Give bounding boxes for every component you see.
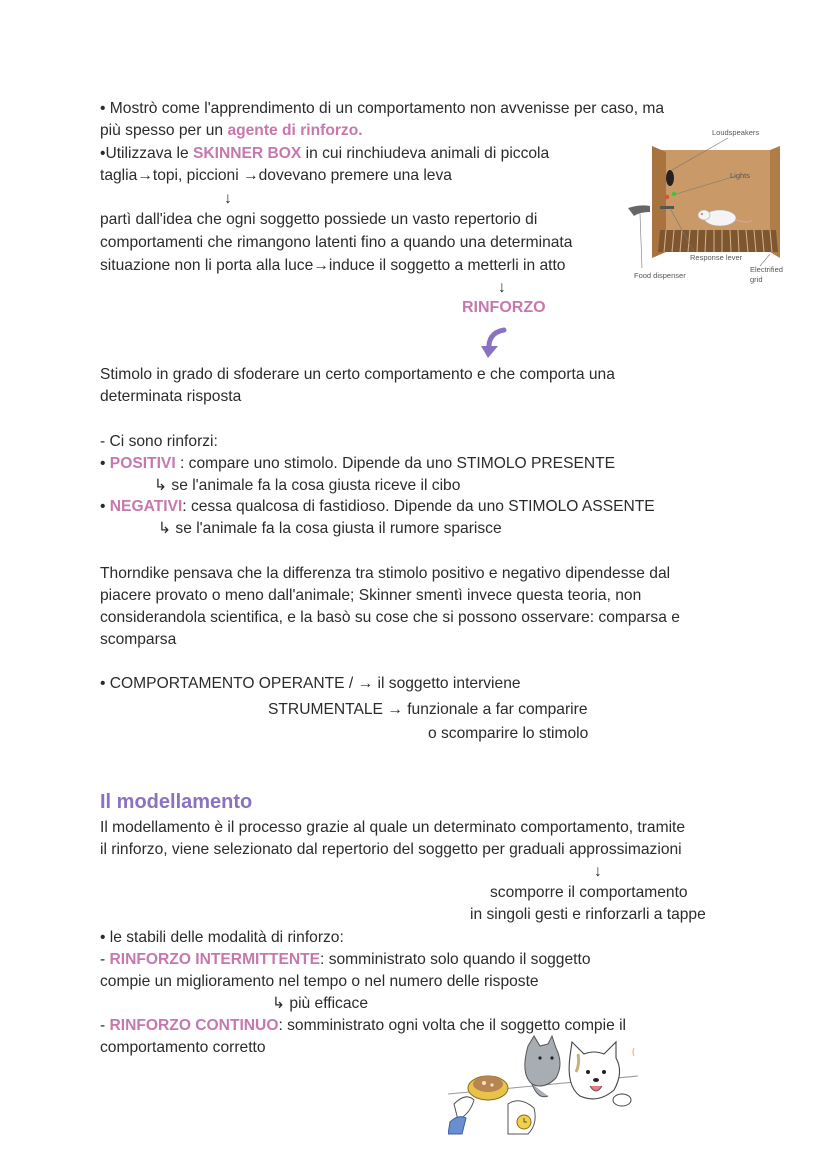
positivi-text: : compare uno stimolo. Dipende da uno STIMOLO PRESENTE (175, 455, 616, 472)
rinforzo-intermittente-highlight: RINFORZO INTERMITTENTE (109, 951, 321, 968)
intro-line-1: • Mostrò come l'apprendimento di un comportamento non avvenisse per caso, ma (100, 100, 665, 117)
agente-di-rinforzo-highlight: agente di rinforzo. (227, 122, 363, 139)
bullet: • (100, 455, 110, 472)
intermittente-text: : somministrato solo quando il soggetto (320, 951, 591, 968)
operante-line-3: o scomparire lo stimolo (428, 725, 589, 742)
modellamento-line-1: Il modellamento è il processo grazie al quale un determinato comportamento, tramite (100, 819, 686, 836)
rinforzo-definition-1: Stimolo in grado di sfoderare un certo comportamento e che comporta una (100, 366, 615, 383)
dash: - (100, 951, 110, 968)
modellamento-title: Il modellamento (100, 791, 253, 813)
rinforzo-title: RINFORZO (462, 299, 546, 316)
intro-line-6: comportamenti che rimangono latenti fino a quando una determinata (100, 234, 573, 251)
intermittente-line-2: compie un miglioramento nel tempo o nel numero delle risposte (100, 973, 539, 990)
modellamento-down-arrow: ↓ (594, 863, 602, 880)
modellamento-line-5: • le stabili delle modalità di rinforzo: (100, 929, 344, 946)
positivi-sub: ↳ se l'animale fa la cosa giusta riceve il cibo (154, 477, 461, 494)
lights-label: Lights (730, 171, 751, 180)
operante-line-2: STRUMENTALE → funzionale a far comparire (268, 701, 588, 718)
operante-line-1: • COMPORTAMENTO OPERANTE / → il soggetto interviene (100, 675, 521, 692)
rinforzo-definition-2: determinata risposta (100, 388, 242, 405)
response-lever-label: Response lever (690, 253, 743, 262)
intro-line-5: partì dall'idea che ogni soggetto possiede un vasto repertorio di (100, 211, 538, 228)
positivi-line (100, 454, 615, 474)
rinforzo-down-arrow: ↓ (498, 279, 506, 296)
modellamento-line-3: scomporre il comportamento (490, 884, 688, 901)
intermittente-sub: ↳ più efficace (272, 995, 368, 1012)
skinner-box-highlight: SKINNER BOX (192, 145, 302, 162)
food-dispenser-label: Food dispenser (634, 271, 686, 280)
intro-text: •Utilizzava le (100, 145, 193, 162)
curved-arrow-icon (478, 326, 510, 360)
thorndike-line-4: scomparsa (100, 631, 177, 648)
negativi-highlight: NEGATIVI (109, 498, 183, 515)
intro-line-3 (100, 144, 549, 164)
thorndike-line-3: considerandola scientifica, e la basò su cose che si possono osservare: comparsa e (100, 609, 680, 626)
intro-text: più spesso per un (100, 122, 228, 139)
down-arrow: ↓ (224, 190, 232, 207)
intro-text: in cui rinchiudeva animali di piccola (301, 145, 550, 162)
positivi-highlight: POSITIVI (109, 455, 176, 472)
negativi-text: : cessa qualcosa di fastidioso. Dipende da uno STIMOLO ASSENTE (182, 498, 655, 515)
negativi-line (100, 497, 655, 517)
loudspeakers-label: Loudspeakers (712, 128, 760, 137)
electrified-grid-label-2: grid (750, 275, 763, 284)
thorndike-line-2: piacere provato o meno dall'animale; Skinner smentì invece questa teoria, non (100, 587, 642, 604)
skinner-box-figure (620, 120, 800, 290)
dash: - (100, 1017, 110, 1034)
intro-line-4: taglia→topi, piccioni →dovevano premere una leva (100, 167, 452, 184)
negativi-sub: ↳ se l'animale fa la cosa giusta il rumore sparisce (158, 520, 502, 537)
intermittente-line (100, 950, 591, 970)
intro-line-7: situazione non li porta alla luce→induce il soggetto a metterli in atto (100, 257, 566, 274)
continuo-text: : somministrato ogni volta che il soggetto compie il (278, 1017, 627, 1034)
continuo-line (100, 1016, 626, 1036)
thorndike-line-1: Thorndike pensava che la differenza tra stimolo positivo e negativo dipendesse dal (100, 565, 671, 582)
modellamento-line-2: il rinforzo, viene selezionato dal repertorio del soggetto per graduali approssimazioni (100, 841, 682, 858)
rinforzo-continuo-highlight: RINFORZO CONTINUO (109, 1017, 279, 1034)
types-intro: - Ci sono rinforzi: (100, 433, 218, 450)
modellamento-line-4: in singoli gesti e rinforzarli a tappe (470, 906, 706, 923)
bullet: • (100, 498, 110, 515)
intro-line-2 (100, 121, 363, 141)
cat-dog-coffee-sticker (448, 1034, 638, 1138)
continuo-line-2: comportamento corretto (100, 1039, 266, 1056)
electrified-grid-label-1: Electrified (750, 265, 783, 274)
